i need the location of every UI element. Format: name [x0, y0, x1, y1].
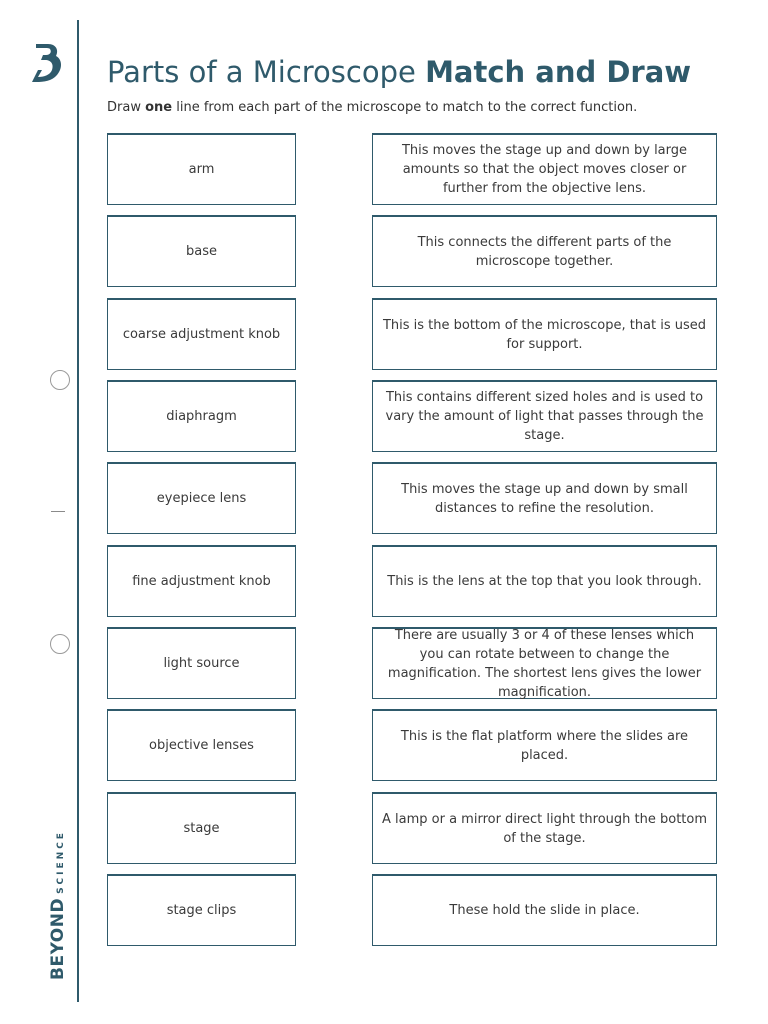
function-text: This moves the stage up and down by large amounts so that the object moves closer or further from the objective lens. [401, 143, 688, 196]
function-text: These hold the slide in place. [449, 903, 640, 918]
part-label: arm [188, 162, 215, 177]
part-label: coarse adjustment knob [122, 327, 281, 342]
function-text: This is the flat platform where the slides are placed. [400, 728, 689, 763]
function-card[interactable] [372, 709, 717, 781]
instruction-post: line from each part of the microscope to match to the correct function. [176, 100, 638, 115]
part-label: stage [183, 821, 220, 836]
function-text: A lamp or a mirror direct light through the bottom of the stage. [382, 811, 707, 846]
part-label: fine adjustment knob [132, 574, 271, 589]
function-card[interactable] [372, 215, 717, 287]
instruction-pre: Draw [107, 100, 141, 115]
function-card[interactable] [372, 462, 717, 534]
punch-hole [50, 634, 70, 654]
part-card[interactable] [107, 792, 296, 864]
function-card[interactable] [372, 298, 717, 370]
function-card[interactable] [372, 792, 717, 864]
part-card[interactable] [107, 380, 296, 452]
part-card[interactable] [107, 215, 296, 287]
function-card[interactable] [372, 627, 717, 699]
part-card[interactable] [107, 298, 296, 370]
part-label: eyepiece lens [156, 491, 247, 506]
function-text: There are usually 3 or 4 of these lenses which you can rotate between to change the magnification. The shortest lens gives the lower magnification. [387, 627, 702, 700]
part-label: diaphragm [166, 409, 237, 424]
punch-hole [50, 370, 70, 390]
page-title [107, 55, 691, 89]
function-text: This connects the different parts of the microscope together. [417, 234, 672, 269]
instruction-bold: one [145, 100, 173, 115]
beyond-b-logo-icon [30, 42, 64, 84]
part-card[interactable] [107, 462, 296, 534]
instructions [107, 100, 637, 115]
part-card[interactable] [107, 133, 296, 205]
brand-wordmark [48, 830, 68, 980]
part-label: stage clips [166, 903, 237, 918]
part-label: light source [163, 656, 240, 671]
part-card[interactable] [107, 709, 296, 781]
part-card[interactable] [107, 545, 296, 617]
part-label: objective lenses [149, 738, 254, 753]
function-text: This is the bottom of the microscope, that is used for support. [382, 317, 707, 352]
title-bold: Match and Draw [425, 55, 692, 89]
function-text: This contains different sized holes and is used to vary the amount of light that passes through the stage. [385, 390, 704, 443]
part-label: base [186, 244, 217, 259]
function-card[interactable] [372, 545, 717, 617]
title-light: Parts of a Microscope [107, 55, 416, 89]
function-text: This is the lens at the top that you look through. [387, 574, 702, 589]
function-card[interactable] [372, 133, 717, 205]
brand-sub: SCIENCE [56, 830, 66, 894]
function-card[interactable] [372, 380, 717, 452]
brand-name: BEYOND [48, 897, 68, 980]
part-card[interactable] [107, 627, 296, 699]
part-card[interactable] [107, 874, 296, 946]
function-text: This moves the stage up and down by small distances to refine the resolution. [401, 481, 688, 516]
fold-mark [51, 511, 65, 512]
function-card[interactable] [372, 874, 717, 946]
sidebar-rule [77, 20, 79, 1002]
